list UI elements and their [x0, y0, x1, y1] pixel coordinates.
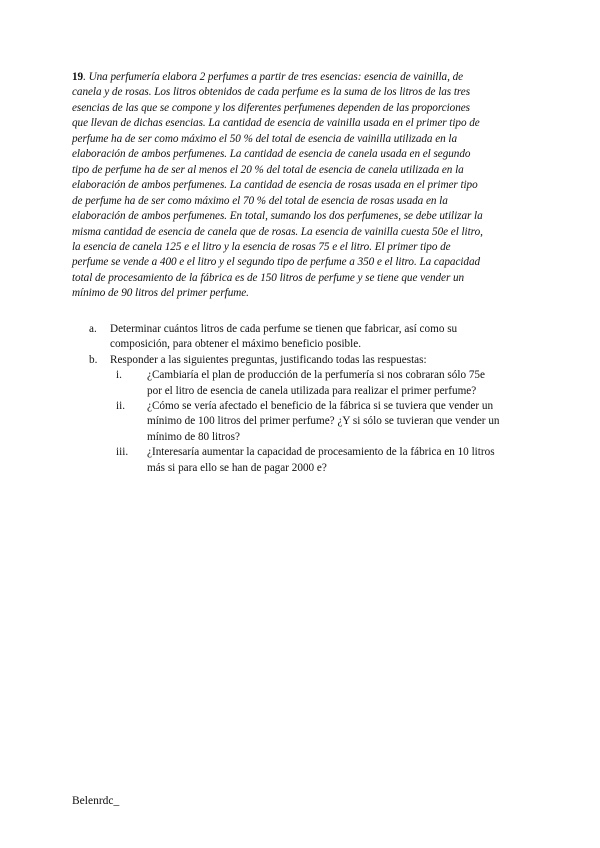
- subquestion-line: ¿Cambiaría el plan de producción de la perfumería si nos cobraran sólo 75e: [147, 369, 485, 382]
- subquestion-ii: [72, 399, 532, 445]
- subquestion-iii: [72, 445, 532, 476]
- problem-line: elaboración de ambos perfumenes. La cantidad de esencia de rosas usada en el primer tipo: [72, 179, 478, 192]
- problem-line: mínimo de 90 litros del primer perfume.: [72, 287, 249, 300]
- problem-line: elaboración de ambos perfumenes. En total, sumando los dos perfumenes, se debe utilizar la: [72, 210, 483, 223]
- problem-line: perfume se vende a 400 e el litro y el segundo tipo de perfume a 350 e el litro. La capacidad: [72, 256, 481, 269]
- question-a-line: composición, para obtener el máximo beneficio posible.: [110, 338, 362, 351]
- problem-line: la esencia de canela 125 e el litro y la esencia de rosas 75 e el litro. El primer tipo de: [72, 240, 451, 253]
- problem-line: que llevan de dichas esencias. La cantidad de esencia de vainilla usada en el primer tipo de: [72, 117, 480, 130]
- question-b-line: Responder a las siguientes preguntas, justificando todas las respuestas:: [110, 353, 427, 366]
- subquestion-line: por el litro de esencia de canela utilizada para realizar el primer perfume?: [147, 384, 477, 397]
- subquestion-line: mínimo de 80 litros?: [147, 430, 240, 443]
- problem-line: misma cantidad de esencia de canela que de rosas. La esencia de vainilla cuesta 50e el litro,: [72, 225, 483, 238]
- problem-number: 19: [72, 71, 84, 83]
- subquestion-line: más si para ello se han de pagar 2000 e?: [147, 461, 327, 474]
- problem-line: de perfume ha de ser como máximo el 70 % del total de esencia de rosas usada en la: [72, 194, 448, 207]
- subquestion-i-marker: i.: [116, 369, 122, 382]
- question-a: [72, 322, 532, 353]
- subquestion-ii-marker: ii.: [116, 400, 126, 413]
- problem-line: perfume ha de ser como máximo el 50 % del total de esencia de vainilla utilizada en la: [72, 132, 458, 145]
- question-b: [72, 353, 532, 368]
- question-a-line: Determinar cuántos litros de cada perfume se tienen que fabricar, así como su: [110, 323, 458, 335]
- subquestion-line: ¿Interesaría aumentar la capacidad de procesamiento de la fábrica en 10 litros: [147, 446, 495, 459]
- question-a-marker: a.: [89, 323, 97, 335]
- question-list: [72, 322, 532, 476]
- question-b-marker: b.: [89, 353, 98, 366]
- footer-author: Belenrdc_: [72, 795, 120, 807]
- problem-statement: [72, 70, 528, 302]
- problem-line: elaboración de ambos perfumenes. La cantidad de esencia de canela usada en el segundo: [72, 148, 471, 161]
- subquestion-line: mínimo de 100 litros del primer perfume? ¿Y si sólo se tuvieran que vender un: [147, 415, 500, 428]
- problem-line: canela y de rosas. Los litros obtenidos de cada perfume es la suma de los litros de las tres: [72, 86, 471, 99]
- problem-line: tipo de perfume ha de ser al menos el 20 % del total de esencia de canela utilizada en la: [72, 163, 464, 176]
- subquestion-line: ¿Cómo se vería afectado el beneficio de la fábrica si se tuviera que vender un: [147, 400, 494, 413]
- problem-line: esencias de las que se compone y los diferentes perfumenes dependen de las proporciones: [72, 101, 470, 114]
- subquestion-iii-marker: iii.: [116, 446, 129, 459]
- subquestion-i: [72, 368, 532, 399]
- problem-line: 19. Una perfumería elabora 2 perfumes a partir de tres esencias: esencia de vainilla, de: [72, 71, 464, 83]
- problem-line: total de procesamiento de la fábrica es de 150 litros de perfume y se tiene que vender un: [72, 271, 465, 284]
